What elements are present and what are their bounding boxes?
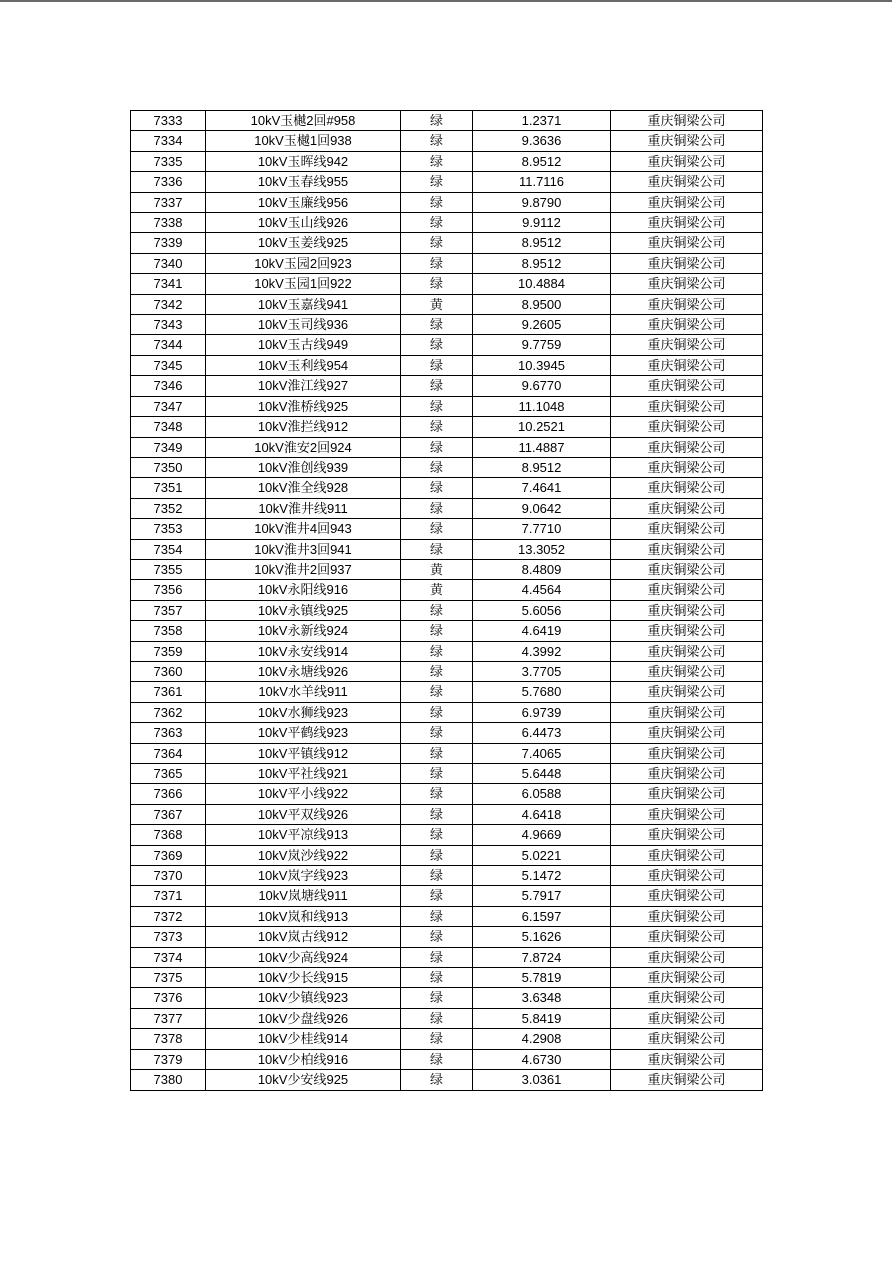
status-cell: 绿 — [401, 1008, 473, 1028]
status-cell: 黄 — [401, 559, 473, 579]
status-cell: 绿 — [401, 253, 473, 273]
table-row — [131, 233, 763, 253]
value-cell: 10.2521 — [473, 417, 611, 437]
company-cell: 重庆铜梁公司 — [611, 947, 763, 967]
serial-cell: 7367 — [131, 804, 206, 824]
table-row — [131, 457, 763, 477]
serial-cell: 7341 — [131, 274, 206, 294]
company-cell: 重庆铜梁公司 — [611, 294, 763, 314]
value-cell: 1.2371 — [473, 111, 611, 131]
value-cell: 9.2605 — [473, 315, 611, 335]
status-cell: 绿 — [401, 1070, 473, 1090]
company-cell: 重庆铜梁公司 — [611, 498, 763, 518]
table-row — [131, 253, 763, 273]
table-row — [131, 580, 763, 600]
line-name-cell: 10kV永阳线916 — [206, 580, 401, 600]
serial-cell: 7336 — [131, 172, 206, 192]
status-cell: 绿 — [401, 784, 473, 804]
table-row — [131, 723, 763, 743]
table-row — [131, 1008, 763, 1028]
line-name-cell: 10kV平双线926 — [206, 804, 401, 824]
status-cell: 绿 — [401, 764, 473, 784]
company-cell: 重庆铜梁公司 — [611, 580, 763, 600]
company-cell: 重庆铜梁公司 — [611, 621, 763, 641]
serial-cell: 7334 — [131, 131, 206, 151]
value-cell: 5.7917 — [473, 886, 611, 906]
serial-cell: 7340 — [131, 253, 206, 273]
company-cell: 重庆铜梁公司 — [611, 457, 763, 477]
status-cell: 绿 — [401, 274, 473, 294]
company-cell: 重庆铜梁公司 — [611, 845, 763, 865]
serial-cell: 7378 — [131, 1029, 206, 1049]
serial-cell: 7363 — [131, 723, 206, 743]
status-cell: 绿 — [401, 437, 473, 457]
value-cell: 6.1597 — [473, 906, 611, 926]
status-cell: 绿 — [401, 906, 473, 926]
serial-cell: 7347 — [131, 396, 206, 416]
company-cell: 重庆铜梁公司 — [611, 784, 763, 804]
line-name-cell: 10kV玉樾2回#958 — [206, 111, 401, 131]
status-cell: 绿 — [401, 213, 473, 233]
line-name-cell: 10kV岚古线912 — [206, 927, 401, 947]
status-cell: 绿 — [401, 335, 473, 355]
serial-cell: 7335 — [131, 151, 206, 171]
table-row — [131, 437, 763, 457]
line-name-cell: 10kV淮全线928 — [206, 478, 401, 498]
status-cell: 绿 — [401, 151, 473, 171]
value-cell: 9.3636 — [473, 131, 611, 151]
line-name-cell: 10kV少安线925 — [206, 1070, 401, 1090]
table-row — [131, 559, 763, 579]
line-name-cell: 10kV永塘线926 — [206, 661, 401, 681]
serial-cell: 7368 — [131, 825, 206, 845]
serial-cell: 7351 — [131, 478, 206, 498]
line-name-cell: 10kV淮拦线912 — [206, 417, 401, 437]
company-cell: 重庆铜梁公司 — [611, 641, 763, 661]
serial-cell: 7364 — [131, 743, 206, 763]
company-cell: 重庆铜梁公司 — [611, 1029, 763, 1049]
company-cell: 重庆铜梁公司 — [611, 1070, 763, 1090]
value-cell: 4.3992 — [473, 641, 611, 661]
table-row — [131, 315, 763, 335]
line-name-cell: 10kV淮井3回941 — [206, 539, 401, 559]
table-row — [131, 151, 763, 171]
line-name-cell: 10kV平镇线912 — [206, 743, 401, 763]
value-cell: 11.1048 — [473, 396, 611, 416]
value-cell: 8.9500 — [473, 294, 611, 314]
serial-cell: 7350 — [131, 457, 206, 477]
company-cell: 重庆铜梁公司 — [611, 804, 763, 824]
line-name-cell: 10kV玉园2回923 — [206, 253, 401, 273]
value-cell: 7.4065 — [473, 743, 611, 763]
value-cell: 9.8790 — [473, 192, 611, 212]
company-cell: 重庆铜梁公司 — [611, 866, 763, 886]
line-name-cell: 10kV少长线915 — [206, 968, 401, 988]
line-name-cell: 10kV岚沙线922 — [206, 845, 401, 865]
status-cell: 绿 — [401, 1029, 473, 1049]
serial-cell: 7353 — [131, 519, 206, 539]
serial-cell: 7371 — [131, 886, 206, 906]
table-row — [131, 968, 763, 988]
serial-cell: 7374 — [131, 947, 206, 967]
status-cell: 绿 — [401, 233, 473, 253]
table-row — [131, 172, 763, 192]
table-row — [131, 478, 763, 498]
status-cell: 绿 — [401, 417, 473, 437]
status-cell: 绿 — [401, 478, 473, 498]
line-name-cell: 10kV淮井线911 — [206, 498, 401, 518]
table-body — [131, 111, 763, 1091]
status-cell: 绿 — [401, 743, 473, 763]
value-cell: 9.6770 — [473, 376, 611, 396]
company-cell: 重庆铜梁公司 — [611, 192, 763, 212]
serial-cell: 7346 — [131, 376, 206, 396]
table-row — [131, 274, 763, 294]
value-cell: 6.0588 — [473, 784, 611, 804]
line-name-cell: 10kV玉山线926 — [206, 213, 401, 233]
status-cell: 黄 — [401, 294, 473, 314]
table-row — [131, 804, 763, 824]
line-name-cell: 10kV淮江线927 — [206, 376, 401, 396]
status-cell: 绿 — [401, 927, 473, 947]
serial-cell: 7349 — [131, 437, 206, 457]
status-cell: 绿 — [401, 600, 473, 620]
serial-cell: 7333 — [131, 111, 206, 131]
status-cell: 绿 — [401, 539, 473, 559]
company-cell: 重庆铜梁公司 — [611, 355, 763, 375]
company-cell: 重庆铜梁公司 — [611, 213, 763, 233]
line-name-cell: 10kV少镇线923 — [206, 988, 401, 1008]
line-name-cell: 10kV玉樾1回938 — [206, 131, 401, 151]
line-name-cell: 10kV玉园1回922 — [206, 274, 401, 294]
value-cell: 5.7680 — [473, 682, 611, 702]
status-cell: 绿 — [401, 315, 473, 335]
status-cell: 绿 — [401, 825, 473, 845]
value-cell: 8.9512 — [473, 233, 611, 253]
table-row — [131, 417, 763, 437]
value-cell: 5.0221 — [473, 845, 611, 865]
status-cell: 绿 — [401, 641, 473, 661]
table-row — [131, 1049, 763, 1069]
serial-cell: 7357 — [131, 600, 206, 620]
value-cell: 5.1626 — [473, 927, 611, 947]
value-cell: 3.6348 — [473, 988, 611, 1008]
line-name-cell: 10kV淮井2回937 — [206, 559, 401, 579]
company-cell: 重庆铜梁公司 — [611, 172, 763, 192]
serial-cell: 7366 — [131, 784, 206, 804]
line-name-cell: 10kV水狮线923 — [206, 702, 401, 722]
value-cell: 7.8724 — [473, 947, 611, 967]
company-cell: 重庆铜梁公司 — [611, 825, 763, 845]
serial-cell: 7359 — [131, 641, 206, 661]
line-name-cell: 10kV玉嘉线941 — [206, 294, 401, 314]
status-cell: 绿 — [401, 702, 473, 722]
value-cell: 4.2908 — [473, 1029, 611, 1049]
table-row — [131, 764, 763, 784]
status-cell: 绿 — [401, 192, 473, 212]
company-cell: 重庆铜梁公司 — [611, 906, 763, 926]
status-cell: 绿 — [401, 131, 473, 151]
company-cell: 重庆铜梁公司 — [611, 478, 763, 498]
table-row — [131, 213, 763, 233]
serial-cell: 7365 — [131, 764, 206, 784]
serial-cell: 7360 — [131, 661, 206, 681]
table-row — [131, 927, 763, 947]
serial-cell: 7373 — [131, 927, 206, 947]
value-cell: 4.4564 — [473, 580, 611, 600]
serial-cell: 7376 — [131, 988, 206, 1008]
value-cell: 5.8419 — [473, 1008, 611, 1028]
table-row — [131, 498, 763, 518]
serial-cell: 7380 — [131, 1070, 206, 1090]
line-name-cell: 10kV平小线922 — [206, 784, 401, 804]
line-name-cell: 10kV平鹤线923 — [206, 723, 401, 743]
line-name-cell: 10kV玉廉线956 — [206, 192, 401, 212]
table-row — [131, 682, 763, 702]
serial-cell: 7369 — [131, 845, 206, 865]
status-cell: 绿 — [401, 968, 473, 988]
company-cell: 重庆铜梁公司 — [611, 764, 763, 784]
company-cell: 重庆铜梁公司 — [611, 417, 763, 437]
value-cell: 6.9739 — [473, 702, 611, 722]
company-cell: 重庆铜梁公司 — [611, 1049, 763, 1069]
line-name-cell: 10kV淮安2回924 — [206, 437, 401, 457]
status-cell: 绿 — [401, 988, 473, 1008]
status-cell: 绿 — [401, 621, 473, 641]
company-cell: 重庆铜梁公司 — [611, 1008, 763, 1028]
value-cell: 4.6418 — [473, 804, 611, 824]
value-cell: 3.0361 — [473, 1070, 611, 1090]
value-cell: 3.7705 — [473, 661, 611, 681]
value-cell: 10.3945 — [473, 355, 611, 375]
company-cell: 重庆铜梁公司 — [611, 111, 763, 131]
table-row — [131, 519, 763, 539]
table-row — [131, 539, 763, 559]
company-cell: 重庆铜梁公司 — [611, 723, 763, 743]
line-name-cell: 10kV平凉线913 — [206, 825, 401, 845]
company-cell: 重庆铜梁公司 — [611, 559, 763, 579]
table-row — [131, 988, 763, 1008]
company-cell: 重庆铜梁公司 — [611, 315, 763, 335]
serial-cell: 7337 — [131, 192, 206, 212]
serial-cell: 7339 — [131, 233, 206, 253]
company-cell: 重庆铜梁公司 — [611, 927, 763, 947]
value-cell: 11.7116 — [473, 172, 611, 192]
serial-cell: 7355 — [131, 559, 206, 579]
status-cell: 绿 — [401, 886, 473, 906]
company-cell: 重庆铜梁公司 — [611, 151, 763, 171]
table-row — [131, 192, 763, 212]
serial-cell: 7358 — [131, 621, 206, 641]
serial-cell: 7348 — [131, 417, 206, 437]
value-cell: 5.1472 — [473, 866, 611, 886]
table-row — [131, 702, 763, 722]
status-cell: 绿 — [401, 661, 473, 681]
table-row — [131, 906, 763, 926]
company-cell: 重庆铜梁公司 — [611, 661, 763, 681]
table-row — [131, 621, 763, 641]
value-cell: 8.9512 — [473, 151, 611, 171]
company-cell: 重庆铜梁公司 — [611, 682, 763, 702]
line-name-cell: 10kV岚字线923 — [206, 866, 401, 886]
value-cell: 11.4887 — [473, 437, 611, 457]
company-cell: 重庆铜梁公司 — [611, 886, 763, 906]
table-row — [131, 600, 763, 620]
table-row — [131, 866, 763, 886]
value-cell: 8.9512 — [473, 253, 611, 273]
serial-cell: 7379 — [131, 1049, 206, 1069]
value-cell: 4.6730 — [473, 1049, 611, 1069]
line-name-cell: 10kV少桂线914 — [206, 1029, 401, 1049]
status-cell: 绿 — [401, 111, 473, 131]
table-row — [131, 294, 763, 314]
line-name-cell: 10kV水羊线911 — [206, 682, 401, 702]
value-cell: 6.4473 — [473, 723, 611, 743]
company-cell: 重庆铜梁公司 — [611, 335, 763, 355]
line-name-cell: 10kV少盘线926 — [206, 1008, 401, 1028]
status-cell: 绿 — [401, 866, 473, 886]
status-cell: 黄 — [401, 580, 473, 600]
status-cell: 绿 — [401, 172, 473, 192]
company-cell: 重庆铜梁公司 — [611, 274, 763, 294]
table-row — [131, 1029, 763, 1049]
power-line-table — [130, 110, 763, 1091]
line-name-cell: 10kV少高线924 — [206, 947, 401, 967]
value-cell: 7.7710 — [473, 519, 611, 539]
table-row — [131, 376, 763, 396]
company-cell: 重庆铜梁公司 — [611, 253, 763, 273]
serial-cell: 7375 — [131, 968, 206, 988]
line-name-cell: 10kV淮桥线925 — [206, 396, 401, 416]
status-cell: 绿 — [401, 804, 473, 824]
status-cell: 绿 — [401, 519, 473, 539]
serial-cell: 7372 — [131, 906, 206, 926]
line-name-cell: 10kV永新线924 — [206, 621, 401, 641]
serial-cell: 7362 — [131, 702, 206, 722]
value-cell: 9.9112 — [473, 213, 611, 233]
value-cell: 5.6056 — [473, 600, 611, 620]
serial-cell: 7344 — [131, 335, 206, 355]
serial-cell: 7343 — [131, 315, 206, 335]
line-name-cell: 10kV玉司线936 — [206, 315, 401, 335]
line-name-cell: 10kV岚和线913 — [206, 906, 401, 926]
table-row — [131, 661, 763, 681]
serial-cell: 7356 — [131, 580, 206, 600]
serial-cell: 7352 — [131, 498, 206, 518]
line-name-cell: 10kV永安线914 — [206, 641, 401, 661]
status-cell: 绿 — [401, 355, 473, 375]
value-cell: 8.9512 — [473, 457, 611, 477]
value-cell: 8.4809 — [473, 559, 611, 579]
table-row — [131, 111, 763, 131]
serial-cell: 7342 — [131, 294, 206, 314]
line-name-cell: 10kV少柏线916 — [206, 1049, 401, 1069]
status-cell: 绿 — [401, 457, 473, 477]
line-name-cell: 10kV岚塘线911 — [206, 886, 401, 906]
value-cell: 7.4641 — [473, 478, 611, 498]
table-row — [131, 335, 763, 355]
value-cell: 5.7819 — [473, 968, 611, 988]
company-cell: 重庆铜梁公司 — [611, 519, 763, 539]
company-cell: 重庆铜梁公司 — [611, 233, 763, 253]
line-name-cell: 10kV玉古线949 — [206, 335, 401, 355]
company-cell: 重庆铜梁公司 — [611, 968, 763, 988]
table-row — [131, 1070, 763, 1090]
serial-cell: 7354 — [131, 539, 206, 559]
status-cell: 绿 — [401, 723, 473, 743]
table-row — [131, 396, 763, 416]
serial-cell: 7361 — [131, 682, 206, 702]
line-name-cell: 10kV淮创线939 — [206, 457, 401, 477]
status-cell: 绿 — [401, 947, 473, 967]
table-row — [131, 131, 763, 151]
status-cell: 绿 — [401, 1049, 473, 1069]
company-cell: 重庆铜梁公司 — [611, 743, 763, 763]
table-row — [131, 784, 763, 804]
line-name-cell: 10kV玉晖线942 — [206, 151, 401, 171]
value-cell: 4.6419 — [473, 621, 611, 641]
company-cell: 重庆铜梁公司 — [611, 988, 763, 1008]
value-cell: 10.4884 — [473, 274, 611, 294]
company-cell: 重庆铜梁公司 — [611, 600, 763, 620]
line-name-cell: 10kV玉姜线925 — [206, 233, 401, 253]
company-cell: 重庆铜梁公司 — [611, 539, 763, 559]
line-name-cell: 10kV玉春线955 — [206, 172, 401, 192]
table-row — [131, 743, 763, 763]
value-cell: 13.3052 — [473, 539, 611, 559]
line-name-cell: 10kV永镇线925 — [206, 600, 401, 620]
company-cell: 重庆铜梁公司 — [611, 437, 763, 457]
table-row — [131, 886, 763, 906]
value-cell: 5.6448 — [473, 764, 611, 784]
company-cell: 重庆铜梁公司 — [611, 376, 763, 396]
status-cell: 绿 — [401, 396, 473, 416]
status-cell: 绿 — [401, 376, 473, 396]
value-cell: 4.9669 — [473, 825, 611, 845]
table-row — [131, 355, 763, 375]
company-cell: 重庆铜梁公司 — [611, 131, 763, 151]
table-row — [131, 825, 763, 845]
company-cell: 重庆铜梁公司 — [611, 702, 763, 722]
serial-cell: 7338 — [131, 213, 206, 233]
line-name-cell: 10kV平社线921 — [206, 764, 401, 784]
line-name-cell: 10kV淮井4回943 — [206, 519, 401, 539]
status-cell: 绿 — [401, 498, 473, 518]
line-name-cell: 10kV玉利线954 — [206, 355, 401, 375]
table-row — [131, 947, 763, 967]
table-row — [131, 845, 763, 865]
serial-cell: 7345 — [131, 355, 206, 375]
value-cell: 9.0642 — [473, 498, 611, 518]
status-cell: 绿 — [401, 845, 473, 865]
status-cell: 绿 — [401, 682, 473, 702]
table-row — [131, 641, 763, 661]
serial-cell: 7377 — [131, 1008, 206, 1028]
serial-cell: 7370 — [131, 866, 206, 886]
value-cell: 9.7759 — [473, 335, 611, 355]
company-cell: 重庆铜梁公司 — [611, 396, 763, 416]
